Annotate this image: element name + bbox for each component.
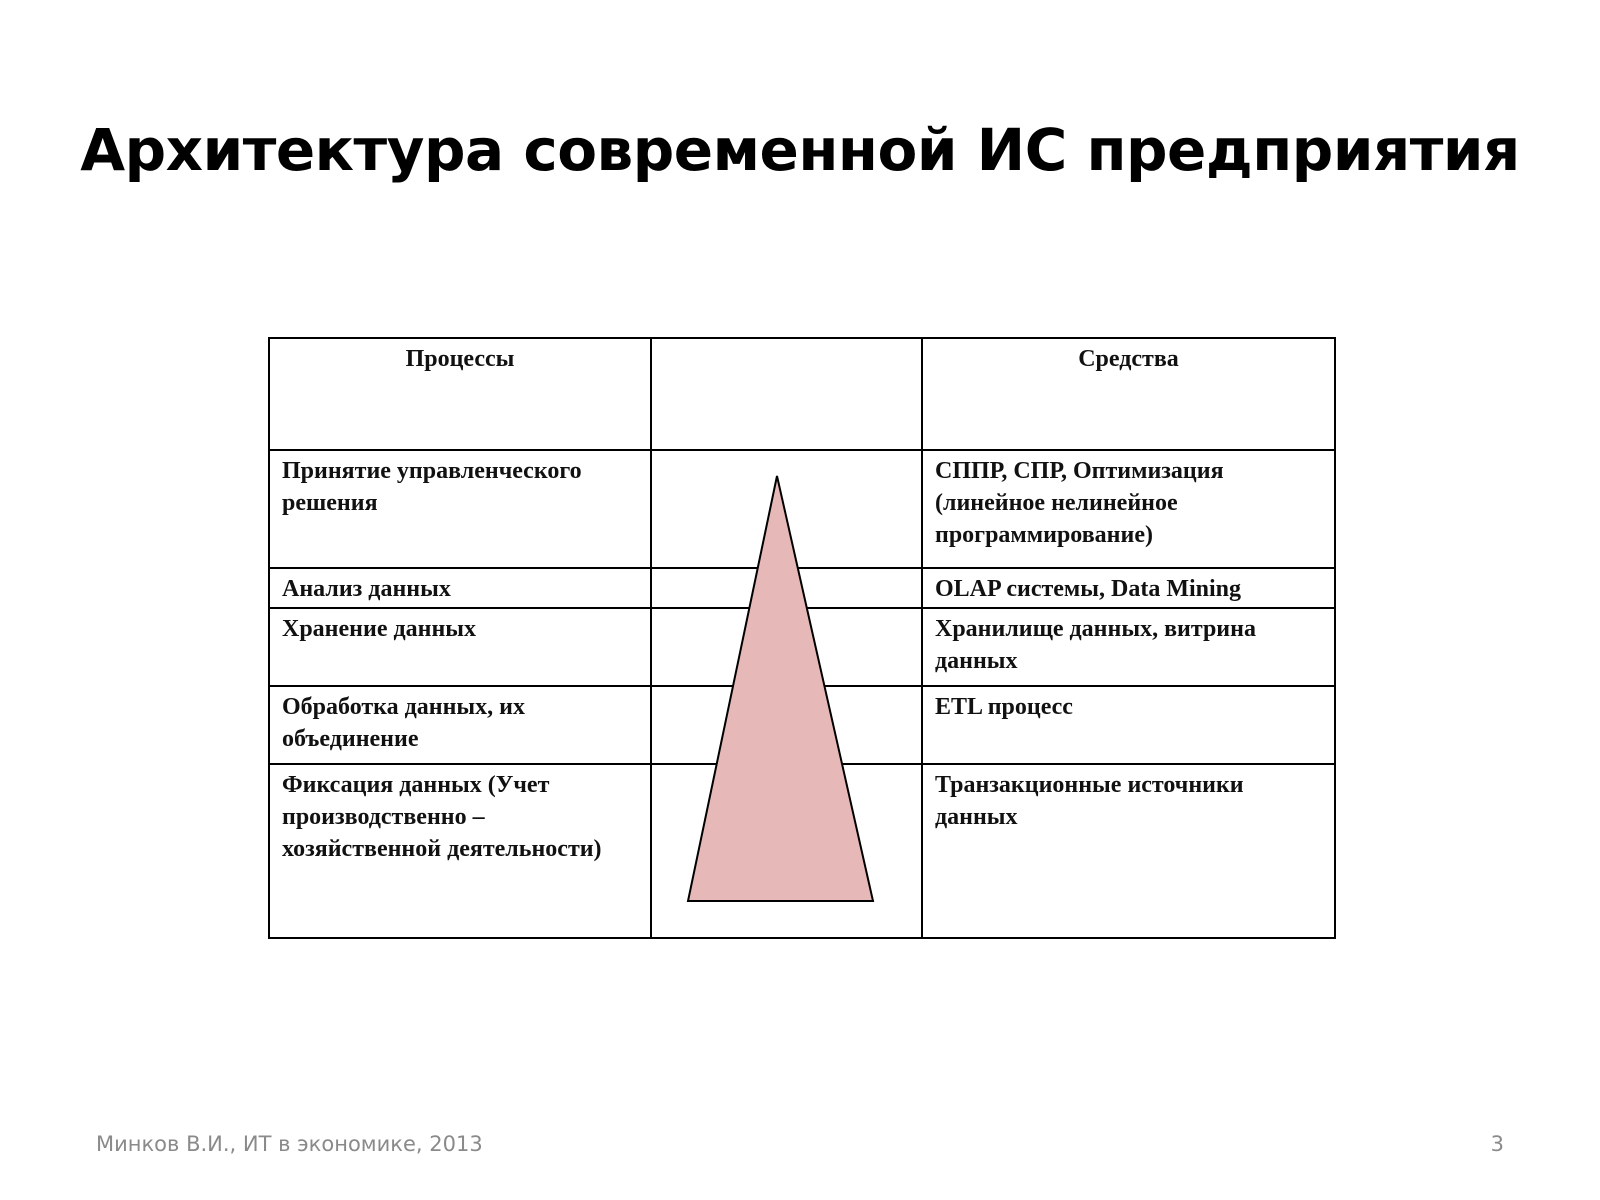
header-middle [651, 338, 922, 450]
table-row [269, 608, 1335, 686]
pyramid-cell [651, 608, 922, 686]
pyramid-cell [651, 568, 922, 608]
tool-cell: OLAP системы, Data Mining [922, 568, 1335, 608]
tool-cell: ETL процесс [922, 686, 1335, 764]
header-tools: Средства [922, 338, 1335, 450]
pyramid-cell [651, 686, 922, 764]
table-header-row [269, 338, 1335, 450]
header-processes: Процессы [269, 338, 651, 450]
architecture-table [268, 337, 1336, 939]
table-row [269, 686, 1335, 764]
tool-cell: Хранилище данных, витрина данных [922, 608, 1335, 686]
process-cell: Хранение данных [269, 608, 651, 686]
process-cell: Фиксация данных (Учет производственно – хозяйственной деятельности) [269, 764, 651, 938]
tool-cell: СППР, СПР, Оптимизация (линейное нелинейное программирование) [922, 450, 1335, 568]
slide-title: Архитектура современной ИС предприятия [80, 116, 1520, 184]
process-cell: Анализ данных [269, 568, 651, 608]
footer-author: Минков В.И., ИТ в экономике, 2013 [96, 1132, 483, 1156]
table-row [269, 764, 1335, 938]
tool-cell: Транзакционные источники данных [922, 764, 1335, 938]
pyramid-cell [651, 764, 922, 938]
table-row [269, 568, 1335, 608]
page-number: 3 [1490, 1132, 1504, 1156]
architecture-diagram [268, 337, 1334, 937]
process-cell: Принятие управленческого решения [269, 450, 651, 568]
pyramid-cell [651, 450, 922, 568]
table-row [269, 450, 1335, 568]
process-cell: Обработка данных, их объединение [269, 686, 651, 764]
